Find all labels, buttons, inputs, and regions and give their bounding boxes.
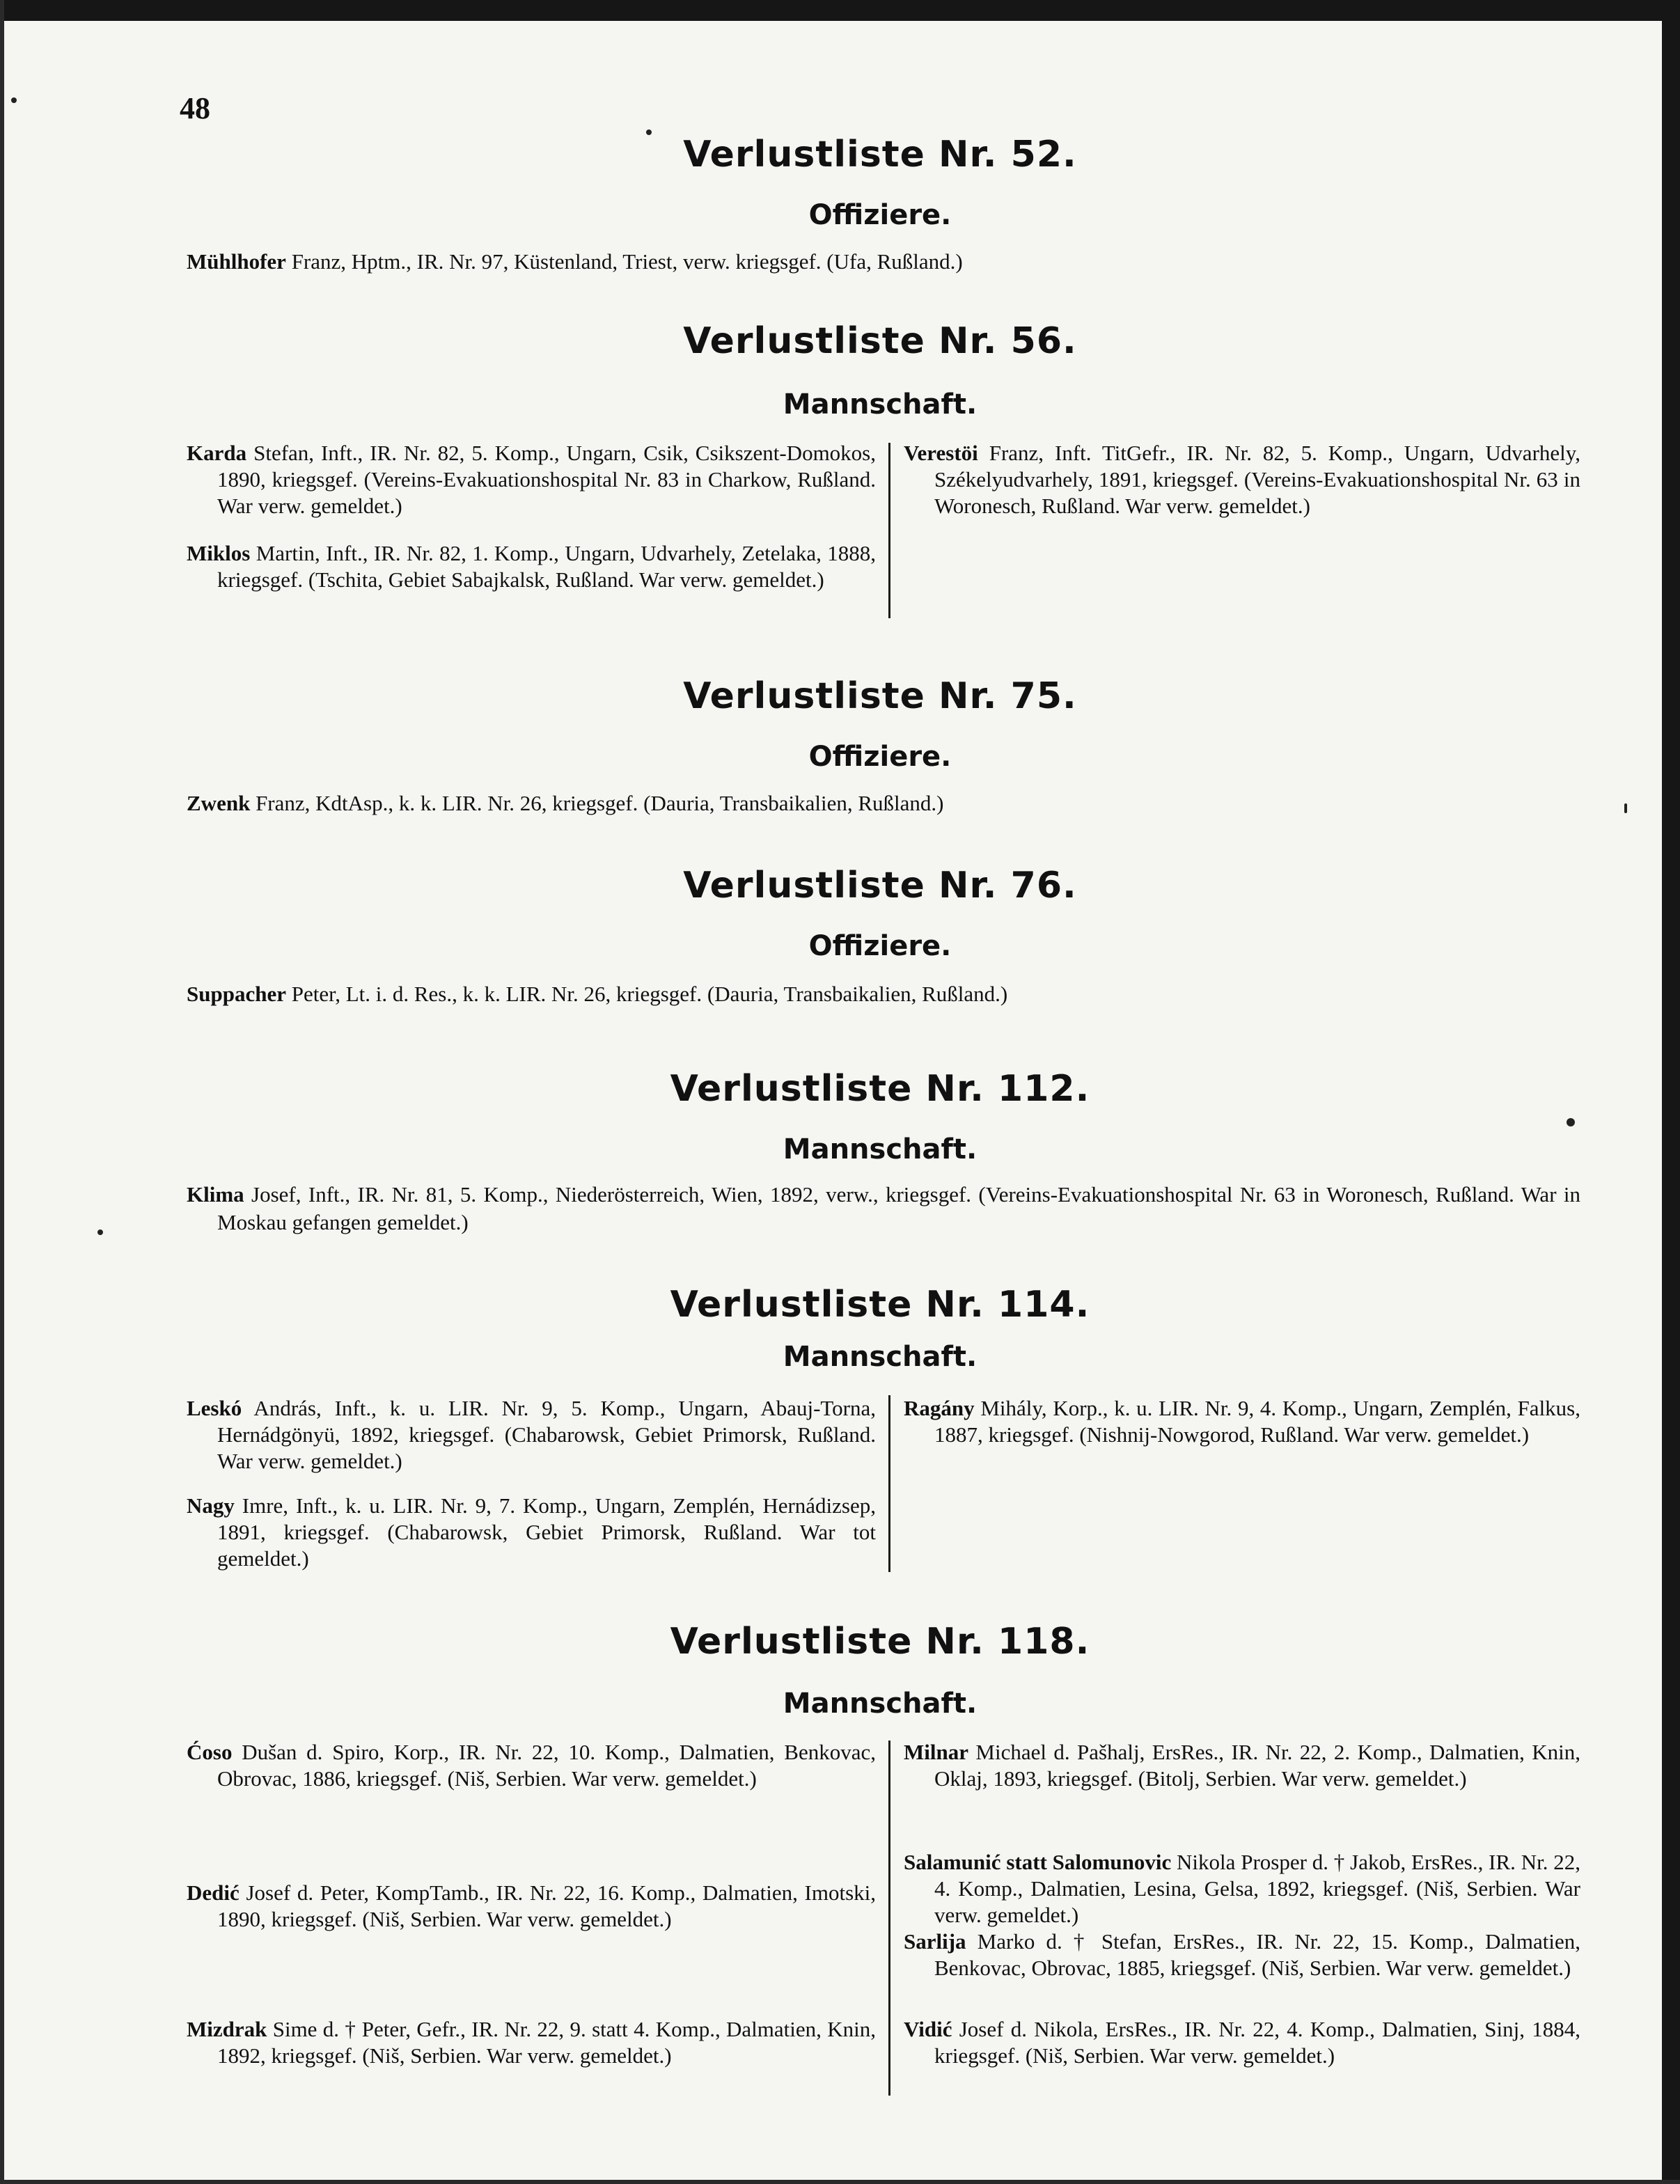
scan-border-right — [1662, 0, 1680, 2184]
column-divider — [888, 1395, 890, 1572]
entry-text: Martin, Inft., IR. Nr. 82, 1. Komp., Ungarn, Udvarhely, Zetelaka, 1888, kriegsgef. (Tschita, Gebiet Sabajkalsk, Rußland. War verw. gemeldet.) — [217, 541, 876, 592]
entry-name: Karda — [187, 441, 247, 465]
section-heading: Verlustliste Nr. 56. — [683, 320, 1077, 362]
entry-text: Peter, Lt. i. d. Res., k. k. LIR. Nr. 26, kriegsgef. (Dauria, Transbaikalien, Rußland.) — [285, 982, 1008, 1006]
entry-name: Sarlija — [904, 1929, 966, 1954]
column-divider — [888, 443, 890, 618]
entry-name: Leskó — [187, 1396, 242, 1420]
scan-speck — [97, 1230, 103, 1235]
casualty-entry — [187, 1181, 1580, 1236]
casualty-entry — [187, 2016, 876, 2069]
casualty-entry — [187, 540, 876, 593]
casualty-entry — [904, 1395, 1580, 1448]
casualty-entry — [904, 1928, 1580, 1981]
casualty-entry — [187, 1880, 876, 1933]
section-heading: Verlustliste Nr. 76. — [683, 865, 1077, 906]
section-subheading: Offiziere. — [808, 930, 952, 962]
entry-name: Suppacher — [187, 982, 286, 1006]
section-subheading: Mannschaft. — [783, 1688, 978, 1720]
entry-text: Josef, Inft., IR. Nr. 81, 5. Komp., Niederösterreich, Wien, 1892, verw., kriegsgef. (Vereins-Evakuationshospital Nr. 63 in Woronesch, Rußland. War in Moskau gefangen gemeldet.) — [217, 1182, 1580, 1234]
casualty-entry — [187, 789, 1580, 817]
section-heading: Verlustliste Nr. 112. — [670, 1068, 1090, 1110]
entry-name: Ragány — [904, 1396, 975, 1420]
entry-text: Sime d. † Peter, Gefr., IR. Nr. 22, 9. statt 4. Komp., Dalmatien, Knin, 1892, kriegsgef. (Niš, Serbien. War verw. gemeldet.) — [217, 2017, 876, 2068]
entry-name: Vidić — [904, 2017, 952, 2041]
casualty-entry — [187, 1739, 876, 1792]
section-heading: Verlustliste Nr. 52. — [683, 134, 1077, 175]
entry-text: Josef d. Nikola, ErsRes., IR. Nr. 22, 4. Komp., Dalmatien, Sinj, 1884, kriegsgef. (Niš, Serbien. War verw. gemeldet.) — [934, 2017, 1580, 2068]
casualty-entry — [904, 1849, 1580, 1928]
entry-text: Franz, Hptm., IR. Nr. 97, Küstenland, Triest, verw. kriegsgef. (Ufa, Rußland.) — [285, 249, 963, 274]
scan-speck — [1567, 1118, 1575, 1126]
casualty-entry — [187, 248, 1580, 276]
entry-name: Ćoso — [187, 1740, 233, 1764]
scan-border-bottom — [0, 2180, 1680, 2184]
casualty-entry — [904, 440, 1580, 519]
scan-border-left — [0, 0, 4, 2184]
column-divider — [888, 1741, 890, 2096]
scan-speck — [1624, 803, 1627, 813]
entry-text: Josef d. Peter, KompTamb., IR. Nr. 22, 16. Komp., Dalmatien, Imotski, 1890, kriegsgef. (Niš, Serbien. War verw. gemeldet.) — [217, 1880, 876, 1931]
page-number: 48 — [180, 91, 210, 125]
entry-text: Franz, Inft. TitGefr., IR. Nr. 82, 5. Komp., Ungarn, Udvarhely, Székelyudvarhely, 1891, kriegsgef. (Vereins-Evakuationshospital Nr. 63 in Woronesch, Rußland. War verw. gemeldet.) — [934, 441, 1580, 518]
entry-name: Mizdrak — [187, 2017, 267, 2041]
casualty-entry — [187, 980, 1580, 1008]
section-subheading: Mannschaft. — [783, 388, 978, 421]
casualty-entry — [187, 440, 876, 519]
entry-name: Zwenk — [187, 791, 251, 815]
section-heading: Verlustliste Nr. 118. — [670, 1621, 1090, 1663]
entry-name: Miklos — [187, 541, 251, 565]
entry-name: Salamunić statt Salomunovic — [904, 1850, 1172, 1874]
casualty-entry — [904, 2016, 1580, 2069]
entry-name: Dedić — [187, 1880, 240, 1905]
entry-text: András, Inft., k. u. LIR. Nr. 9, 5. Komp., Ungarn, Abauj-Torna, Hernádgönyü, 1892, kriegsgef. (Chabarowsk, Gebiet Primorsk, Rußland. War verw. gemeldet.) — [217, 1396, 876, 1473]
section-subheading: Mannschaft. — [783, 1133, 978, 1165]
section-subheading: Mannschaft. — [783, 1341, 978, 1373]
entry-text: Nikola Prosper d. † Jakob, ErsRes., IR. Nr. 22, 4. Komp., Dalmatien, Lesina, Gelsa, 1892, kriegsgef. (Niš, Serbien. War verw. gemeldet.) — [934, 1850, 1580, 1927]
entry-text: Dušan d. Spiro, Korp., IR. Nr. 22, 10. Komp., Dalmatien, Benkovac, Obrovac, 1886, kriegsgef. (Niš, Serbien. War verw. gemeldet.) — [217, 1740, 876, 1791]
casualty-entry — [904, 1739, 1580, 1792]
section-heading: Verlustliste Nr. 114. — [670, 1284, 1090, 1326]
scan-border-top — [0, 0, 1680, 21]
entry-name: Verestöi — [904, 441, 978, 465]
section-heading: Verlustliste Nr. 75. — [683, 675, 1077, 717]
entry-text: Franz, KdtAsp., k. k. LIR. Nr. 26, kriegsgef. (Dauria, Transbaikalien, Rußland.) — [250, 791, 944, 815]
casualty-entry — [187, 1395, 876, 1475]
casualty-entry — [187, 1493, 876, 1572]
entry-text: Marko d. † Stefan, ErsRes., IR. Nr. 22, 15. Komp., Dalmatien, Benkovac, Obrovac, 1885, kriegsgef. (Niš, Serbien. War verw. gemeldet.) — [934, 1929, 1580, 1980]
entry-text: Michael d. Pašhalj, ErsRes., IR. Nr. 22, 2. Komp., Dalmatien, Knin, Oklaj, 1893, kriegsgef. (Bitolj, Serbien. War verw. gemeldet.) — [934, 1740, 1580, 1791]
entry-name: Milnar — [904, 1740, 968, 1764]
section-subheading: Offiziere. — [808, 741, 952, 773]
section-subheading: Offiziere. — [808, 199, 952, 231]
scan-speck — [11, 97, 17, 103]
entry-name: Nagy — [187, 1493, 235, 1518]
entry-text: Imre, Inft., k. u. LIR. Nr. 9, 7. Komp., Ungarn, Zemplén, Hernádizsep, 1891, kriegsgef. (Chabarowsk, Gebiet Primorsk, Rußland. War tot gemeldet.) — [217, 1493, 876, 1571]
entry-text: Stefan, Inft., IR. Nr. 82, 5. Komp., Ungarn, Csik, Csikszent-Domokos, 1890, kriegsgef. (Vereins-Evakuationshospital Nr. 83 in Charkow, Rußland. War verw. gemeldet.) — [217, 441, 876, 518]
entry-name: Mühlhofer — [187, 249, 286, 274]
entry-name: Klima — [187, 1182, 244, 1207]
entry-text: Mihály, Korp., k. u. LIR. Nr. 9, 4. Komp., Ungarn, Zemplén, Falkus, 1887, kriegsgef. (Nishnij-Nowgorod, Rußland. War verw. gemeldet.) — [934, 1396, 1580, 1447]
